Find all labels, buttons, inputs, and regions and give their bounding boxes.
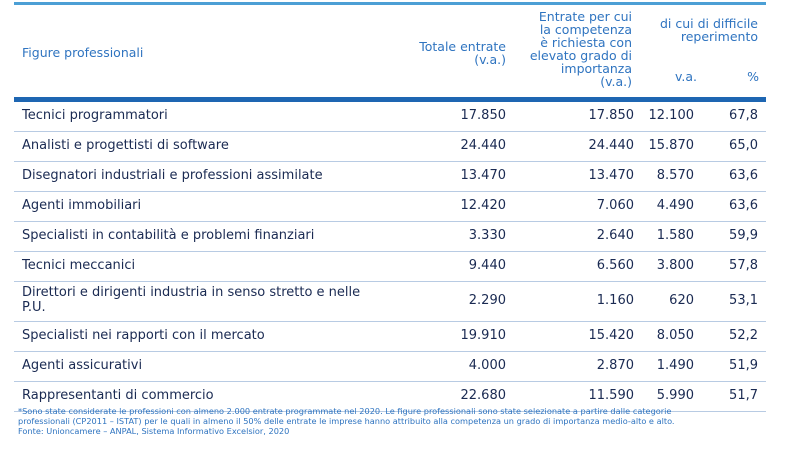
header-entrate-line: importanza	[560, 61, 632, 76]
row-entrate: 15.420	[588, 328, 634, 343]
row-entrate: 24.440	[588, 138, 634, 153]
row-percent: 63,6	[729, 198, 758, 213]
header-entrate-line: elevato grado di	[529, 48, 632, 63]
row-name: Tecnici programmatori	[22, 108, 168, 123]
header-va: v.a.	[674, 69, 697, 84]
row-va: 3.800	[656, 258, 694, 273]
row-percent: 67,8	[729, 108, 758, 123]
row-entrate: 1.160	[596, 293, 634, 308]
table-row	[14, 192, 766, 222]
row-va: 12.100	[648, 108, 694, 123]
row-name: Agenti immobiliari	[22, 198, 142, 213]
row-entrate: 2.640	[596, 228, 634, 243]
row-entrate: 17.850	[588, 108, 634, 123]
row-percent: 59,9	[729, 228, 758, 243]
row-entrate: 7.060	[596, 198, 634, 213]
table-row	[14, 132, 766, 162]
row-totale: 17.850	[460, 108, 506, 123]
table-row	[14, 102, 766, 132]
row-percent: 57,8	[729, 258, 758, 273]
row-totale: 24.440	[460, 138, 506, 153]
row-percent: 65,0	[729, 138, 758, 153]
header-entrate-line: (v.a.)	[600, 74, 632, 89]
row-percent: 53,1	[729, 293, 758, 308]
header-di-cui	[618, 17, 758, 43]
row-va: 4.490	[656, 198, 694, 213]
header-entrate-line: è richiesta con	[540, 35, 632, 50]
row-name: Rappresentanti di commercio	[22, 388, 214, 403]
footnote-line: *Sono state considerate le professioni con almeno 2.000 entrate programmate nel 2020. Le figure professionali sono state selezionate a partire dalle categorie	[18, 406, 672, 416]
row-va: 1.490	[656, 358, 694, 373]
row-va: 5.990	[656, 388, 694, 403]
row-entrate: 13.470	[588, 168, 634, 183]
row-va: 8.570	[656, 168, 694, 183]
row-totale: 13.470	[460, 168, 506, 183]
row-va: 8.050	[656, 328, 694, 343]
row-totale: 4.000	[468, 358, 506, 373]
row-percent: 63,6	[729, 168, 758, 183]
row-name: Specialisti nei rapporti con il mercato	[22, 328, 265, 343]
row-name: Disegnatori industriali e professioni assimilate	[22, 168, 323, 183]
row-va: 15.870	[648, 138, 694, 153]
row-name: Analisti e progettisti di software	[22, 138, 229, 153]
row-totale: 12.420	[460, 198, 506, 213]
header-totale-line: Totale entrate	[419, 39, 506, 54]
row-va: 620	[669, 293, 694, 308]
header-totale	[386, 40, 506, 66]
row-percent: 52,2	[729, 328, 758, 343]
row-totale: 22.680	[460, 388, 506, 403]
row-totale: 2.290	[468, 293, 506, 308]
row-entrate: 6.560	[596, 258, 634, 273]
table-body	[14, 102, 766, 412]
table-row	[14, 252, 766, 282]
header-percent: %	[747, 69, 759, 84]
row-totale: 3.330	[468, 228, 506, 243]
row-totale: 9.440	[468, 258, 506, 273]
header-totale-line: (v.a.)	[474, 52, 506, 67]
row-va: 1.580	[656, 228, 694, 243]
row-name: Tecnici meccanici	[22, 258, 136, 273]
table-row	[14, 162, 766, 192]
row-name: Direttori e dirigenti industria in senso stretto e nelle P.U.	[22, 285, 361, 315]
table-row	[14, 222, 766, 252]
table-row	[14, 322, 766, 352]
source-line: Fonte: Unioncamere – ANPAL, Sistema Informativo Excelsior, 2020	[18, 426, 290, 436]
row-name: Specialisti in contabilità e problemi finanziari	[22, 228, 315, 243]
header-figure: Figure professionali	[22, 45, 144, 60]
footnote-line: professionali (CP2011 – ISTAT) per le quali in almeno il 50% delle entrate le imprese hanno attribuito alla competenza un grado di importanza medio-alto e alto.	[18, 416, 675, 426]
table-row	[14, 282, 766, 322]
row-entrate: 2.870	[596, 358, 634, 373]
row-percent: 51,9	[729, 358, 758, 373]
header-entrate	[502, 10, 632, 88]
header-di-cui-line: di cui di difficile	[659, 16, 758, 31]
table-row	[14, 352, 766, 382]
header-entrate-line: la competenza	[539, 22, 632, 37]
header-entrate-line: Entrate per cui	[538, 9, 632, 24]
header-di-cui-line: reperimento	[680, 29, 758, 44]
row-percent: 51,7	[729, 388, 758, 403]
row-totale: 19.910	[460, 328, 506, 343]
row-entrate: 11.590	[588, 388, 634, 403]
row-name: Agenti assicurativi	[22, 358, 143, 373]
